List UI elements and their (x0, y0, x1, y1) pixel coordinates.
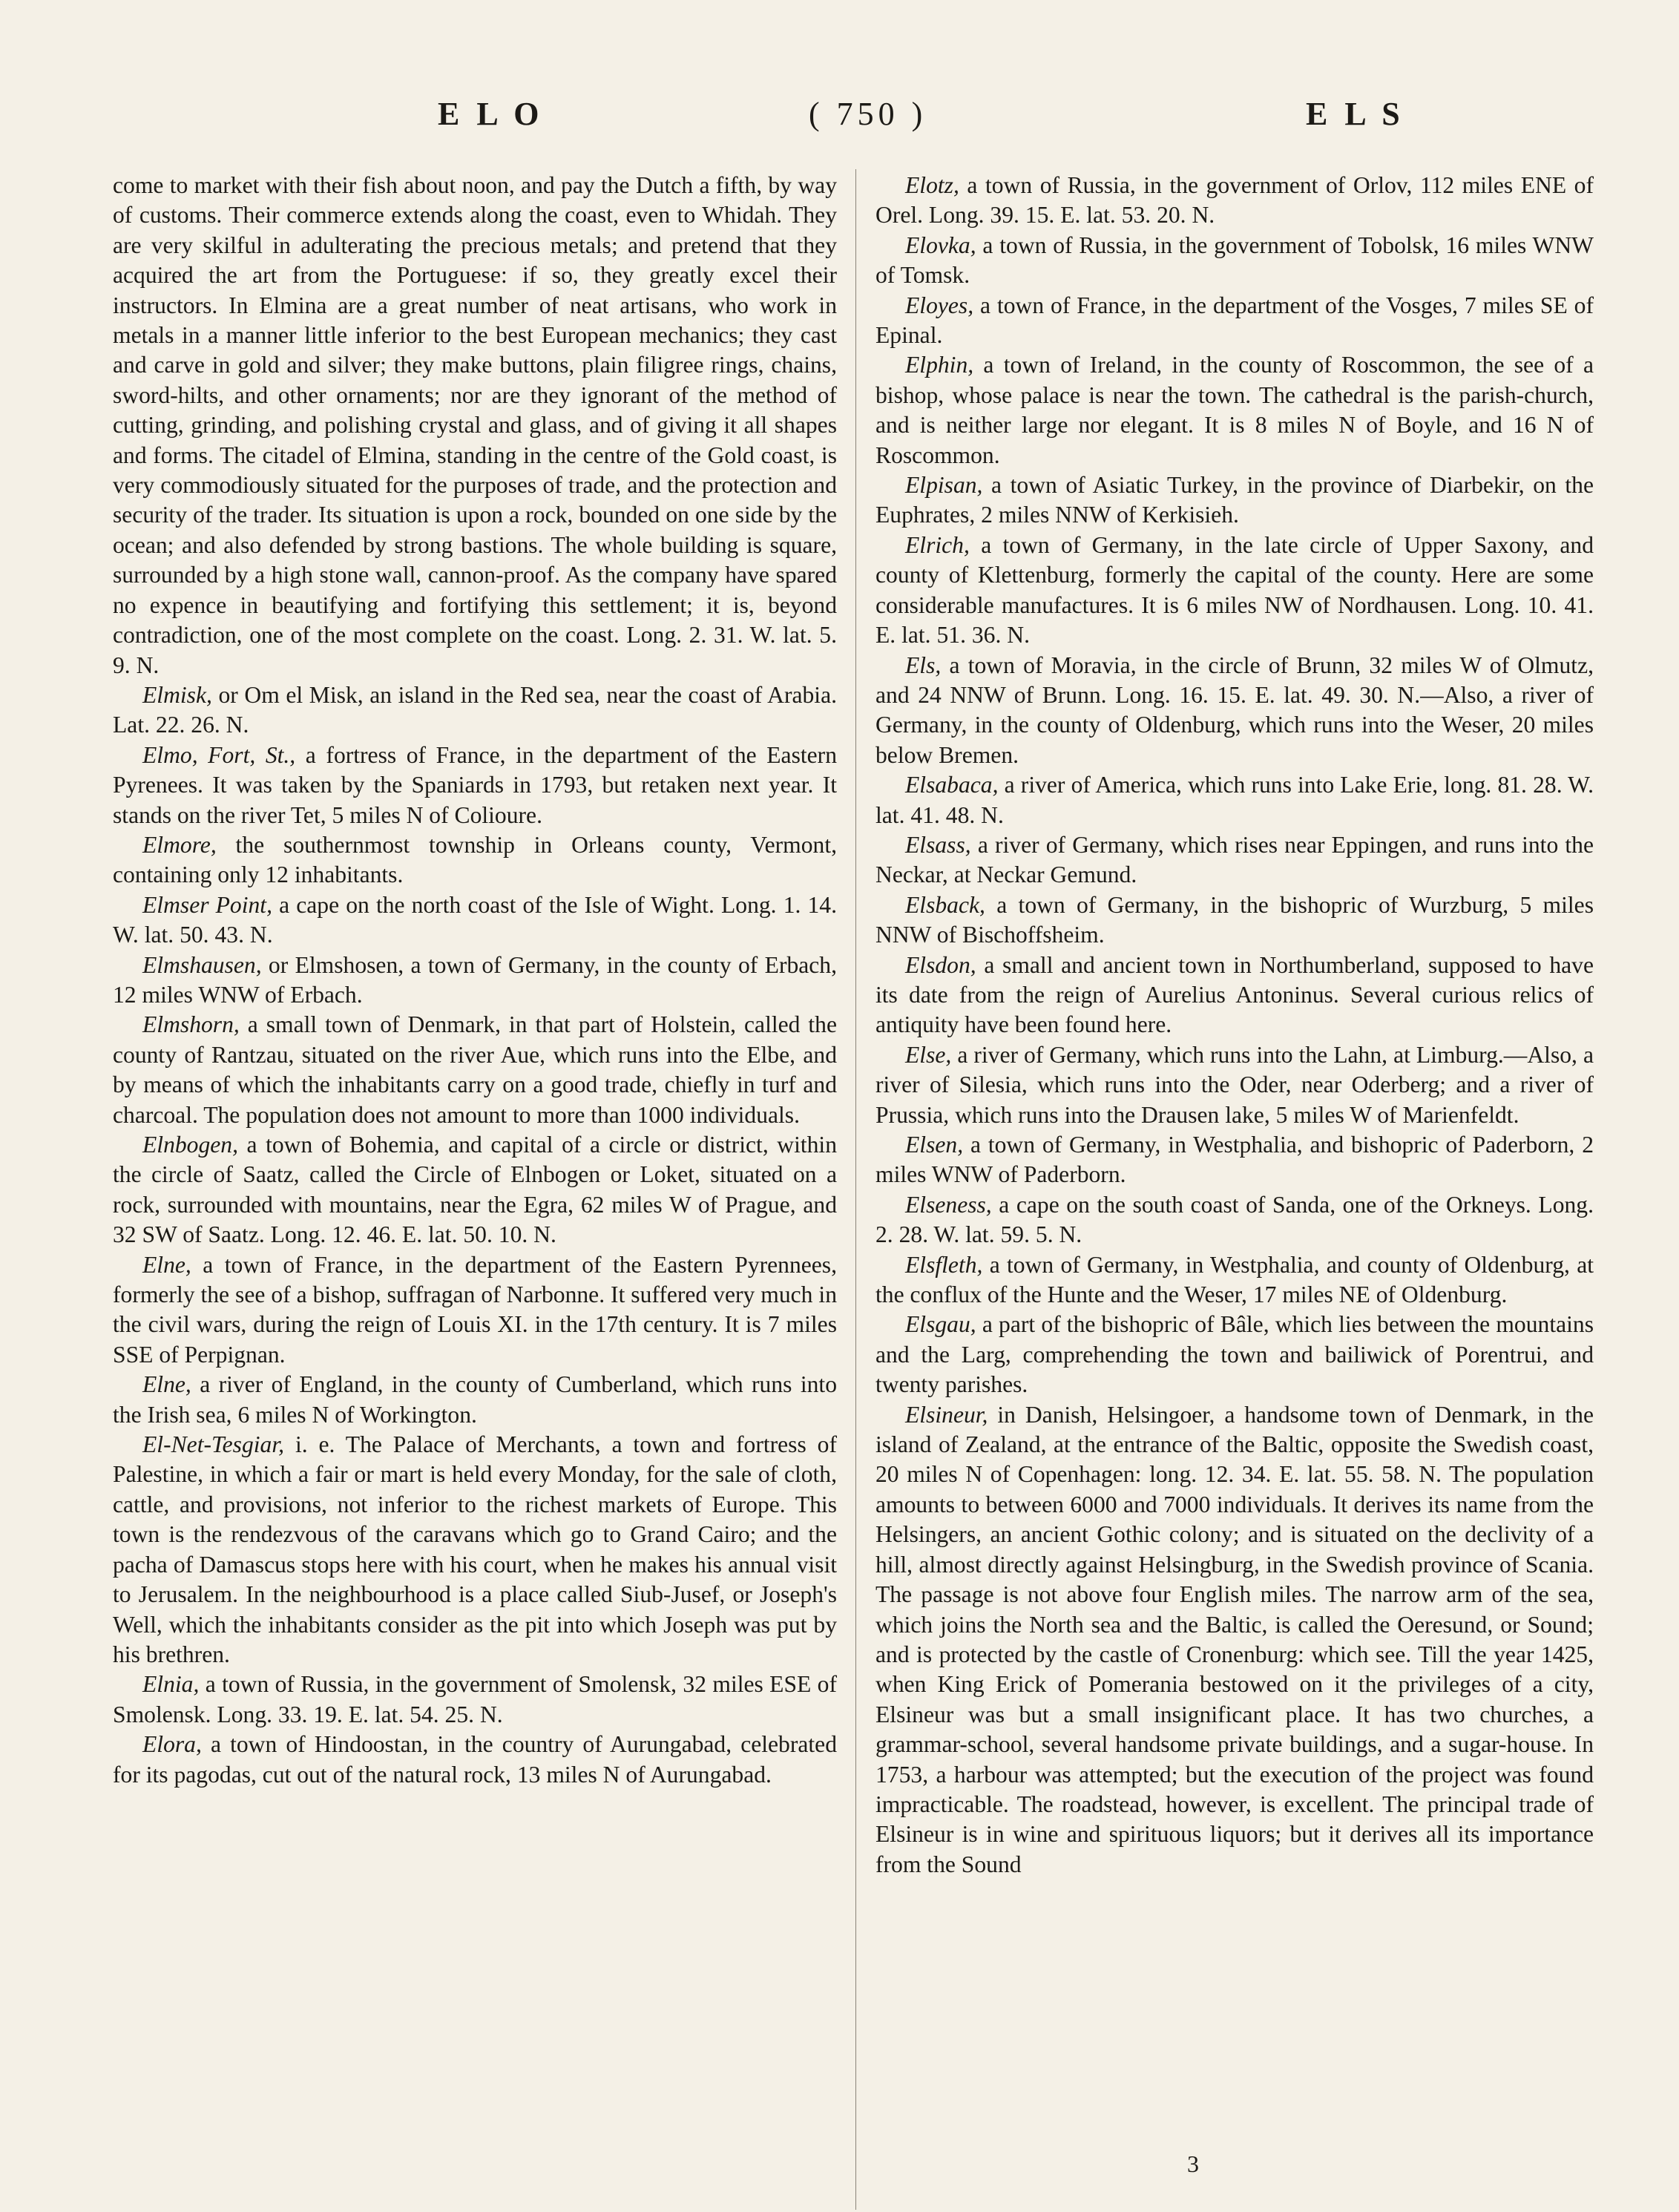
entry-text: a river of Germany, which rises near Eppingen, and runs into the Neckar, at Neckar Gemund. (875, 831, 1594, 888)
entry-text: a town of Germany, in Westphalia, and bishopric of Paderborn, 2 miles WNW of Paderborn. (875, 1132, 1594, 1188)
entry-text: a town of Ireland, in the county of Roscommon, the see of a bishop, whose palace is near the town. The cathedral is the parish-church, and is neither large nor elegant. It is 8 miles N of Boyle, and 16 N of Roscommon. (875, 352, 1594, 468)
gazetteer-entry (875, 951, 1594, 1040)
gazetteer-entry (875, 1250, 1594, 1310)
entry-headword: Elsfleth, (905, 1251, 983, 1278)
gazetteer-entry (875, 890, 1594, 951)
entry-headword: Elora, (142, 1731, 202, 1758)
entry-text: a town of France, in the department of the Eastern Pyrennees, formerly the see of a bishop, suffragan of Narbonne. It suffered very much in the civil wars, during the reign of Louis XI. in the 17th century. It is 7 miles SSE of Perpignan. (113, 1251, 837, 1368)
gazetteer-entry (875, 1190, 1594, 1250)
entry-text: a cape on the south coast of Sanda, one of the Orkneys. Long. 2. 28. W. lat. 59. 5. N. (875, 1191, 1594, 1248)
entry-headword: Elsen, (905, 1132, 964, 1158)
gazetteer-entry (875, 1310, 1594, 1399)
column-divider (855, 169, 856, 2210)
entry-text: a part of the bishopric of Bâle, which lies between the mountains and the Larg, comprehending the town and bailiwick of Porentrui, and twenty parishes. (875, 1311, 1594, 1398)
entry-text: a town of Moravia, in the circle of Brunn, 32 miles W of Olmutz, and 24 NNW of Brunn. Long. 16. 15. E. lat. 49. 30. N.—Also, a river of Germany, in the county of Oldenburg, which runs into the Weser, 20 miles below Bremen. (875, 652, 1594, 768)
entry-headword: Elsgau, (905, 1311, 976, 1338)
entry-text: a town of Russia, in the government of Smolensk, 32 miles ESE of Smolensk. Long. 33. 19. E. lat. 54. 25. N. (113, 1671, 837, 1727)
entry-headword: Elsback, (905, 891, 985, 918)
entry-text: in Danish, Helsingoer, a handsome town of Denmark, in the island of Zealand, at the entrance of the Baltic, opposite the Swedish coast, 20 miles N of Copenhagen: long. 12. 34. E. lat. 55. 58. N. The population amounts to between 6000 and 7000 individuals. It derives its name from the Helsingers, an ancient Gothic colony; and is situated on the declivity of a hill, almost directly against Helsingburg, in the Swedish province of Scania. The passage is not above four English miles. The narrow arm of the sea, which joins the North sea and the Baltic, is called the Oeresund, or Sound; and is protected by the castle of Cronenburg: which see. Till the year 1425, when King Erick of Pomerania bestowed on it the privileges of a city, Elsineur was but a small insignificant place. It has two churches, a grammar-school, several handsome private buildings, and a sugar-house. In 1753, a harbour was attempted; but the execution of the project was found impracticable. The roadstead, however, is excellent. The principal trade of Elsineur is in wine and spirituous liquors; but it derives all its importance from the Sound (875, 1401, 1594, 1877)
gazetteer-entry (875, 1400, 1594, 1880)
gazetteer-entry (113, 1130, 837, 1250)
gazetteer-entry (875, 651, 1594, 771)
entry-headword: Else, (905, 1041, 952, 1068)
entry-text: a small and ancient town in Northumberland, supposed to have its date from the reign of Aurelius Antoninus. Several curious relics of antiquity have been found here. (875, 951, 1594, 1038)
entry-headword: Elseness, (905, 1191, 992, 1218)
entry-headword: Elne, (142, 1251, 191, 1278)
entry-text: a town of Russia, in the government of Tobolsk, 16 miles WNW of Tomsk. (875, 232, 1594, 289)
gazetteer-entry (113, 1370, 837, 1430)
entry-text: a river of Germany, which runs into the Lahn, at Limburg.—Also, a river of Silesia, which runs into the Oder, near Oderberg; and a river of Prussia, which runs into the Drausen lake, 5 miles W of Marienfeldt. (875, 1041, 1594, 1128)
entry-text: or Om el Misk, an island in the Red sea, near the coast of Arabia. Lat. 22. 26. N. (113, 681, 837, 738)
gazetteer-entry (875, 171, 1594, 231)
gazetteer-entry (875, 231, 1594, 291)
entry-headword: Elotz, (905, 172, 959, 198)
entry-text: a town of France, in the department of the Vosges, 7 miles SE of Epinal. (875, 292, 1594, 349)
entry-text: i. e. The Palace of Merchants, a town and fortress of Palestine, in which a fair or mart is held every Monday, for the sale of cloth, cattle, and provisions, not inferior to the richest markets of Europe. This town is the rendezvous of the caravans which go to Grand Cairo; and the pacha of Damascus stops here with his court, when he makes his annual visit to Jerusalem. In the neighbourhood is a place called Siub-Jusef, or Joseph's Well, which the inhabitants consider as the pit into which Joseph was put by his brethren. (113, 1431, 837, 1667)
entry-headword: Elpisan, (905, 472, 983, 499)
entry-text: a town of Russia, in the government of Orlov, 112 miles ENE of Orel. Long. 39. 15. E. lat. 53. 20. N. (875, 172, 1594, 229)
entry-text: come to market with their fish about noon, and pay the Dutch a fifth, by way of customs. Their commerce extends along the coast, even to Whidah. They are very skilful in adulterating the precious metals; and pretend that they acquired the art from the Portuguese: if so, they greatly excel their instructors. In Elmina are a great number of neat artisans, who work in metals in a manner little inferior to the best European mechanics; they cast and carve in gold and silver; they make buttons, plain filigree rings, chains, sword-hilts, and other ornaments; nor are they ignorant of the method of cutting, grinding, and polishing crystal and glass, and of giving it all shapes and forms. The citadel of Elmina, standing in the centre of the Gold coast, is very commodiously situated for the purposes of trade, and the protection and security of the trader. Its situation is upon a rock, bounded on one side by the ocean; and also defended by strong bastions. The whole building is square, surrounded by a high stone wall, cannon-proof. As the company have spared no expence in beautifying and fortifying this settlement; it is, beyond contradiction, one of the most complete on the coast. Long. 2. 31. W. lat. 5. 9. N. (113, 172, 837, 678)
left-column (113, 171, 837, 1790)
entry-text: a town of Germany, in Westphalia, and county of Oldenburg, at the conflux of the Hunte and the Weser, 17 miles NE of Oldenburg. (875, 1251, 1594, 1308)
gazetteer-entry (875, 470, 1594, 531)
running-head-left: E L O (438, 96, 544, 132)
gazetteer-entry (113, 1430, 837, 1670)
entry-text: a fortress of France, in the department of the Eastern Pyrenees. It was taken by the Spaniards in 1793, but retaken next year. It stands on the river Tet, 5 miles N of Colioure. (113, 741, 837, 828)
entry-headword: Elsass, (905, 831, 971, 858)
running-head (119, 95, 1595, 140)
entry-headword: Elovka, (905, 232, 976, 258)
entry-headword: Elmo, Fort, St., (142, 741, 296, 768)
running-head-right: E L S (1306, 96, 1404, 132)
entry-headword: Elmser Point, (142, 891, 272, 918)
right-column (875, 171, 1594, 1880)
entry-headword: Elnbogen, (142, 1132, 238, 1158)
entry-text: or Elmshosen, a town of Germany, in the county of Erbach, 12 miles WNW of Erbach. (113, 951, 837, 1008)
gazetteer-entry (113, 1670, 837, 1730)
gazetteer-entry (113, 830, 837, 890)
gazetteer-entry (875, 1130, 1594, 1190)
entry-headword: Elnia, (142, 1671, 200, 1698)
gazetteer-entry (113, 1010, 837, 1130)
entry-headword: Elsineur, (905, 1401, 988, 1428)
entry-headword: Elmisk, (142, 681, 212, 708)
gazetteer-entry (113, 1250, 837, 1371)
entry-text: a town of Germany, in the bishopric of Wurzburg, 5 miles NNW of Bischoffsheim. (875, 891, 1594, 948)
gazetteer-entry (875, 830, 1594, 890)
entry-headword: Elmshorn, (142, 1011, 240, 1038)
entry-headword: Elsdon, (905, 951, 976, 978)
gazetteer-entry (113, 1730, 837, 1790)
entry-headword: Elphin, (905, 352, 974, 378)
entry-text: a river of England, in the county of Cumberland, which runs into the Irish sea, 6 miles N of Workington. (113, 1371, 837, 1428)
gazetteer-entry (875, 1040, 1594, 1130)
entry-headword: El-Net-Tesgiar, (142, 1431, 285, 1458)
entry-headword: Elmore, (142, 831, 217, 858)
gazetteer-entry (875, 350, 1594, 470)
entry-headword: Elne, (142, 1371, 191, 1398)
gazetteer-entry (113, 951, 837, 1011)
signature-mark: 3 (1187, 2150, 1199, 2177)
entry-text: a river of America, which runs into Lake Erie, long. 81. 28. W. lat. 41. 48. N. (875, 772, 1594, 828)
entry-text: a town of Bohemia, and capital of a circle or district, within the circle of Saatz, called the Circle of Elnbogen or Loket, situated on a rock, surrounded with mountains, near the Egra, 62 miles W of Prague, and 32 SW of Saatz. Long. 12. 46. E. lat. 50. 10. N. (113, 1132, 837, 1248)
entry-text: a town of Hindoostan, in the country of Aurungabad, celebrated for its pagodas, cut out of the natural rock, 13 miles N of Aurungabad. (113, 1731, 837, 1788)
gazetteer-entry (875, 531, 1594, 651)
entry-text: a town of Asiatic Turkey, in the province of Diarbekir, on the Euphrates, 2 miles NNW of Kerkisieh. (875, 472, 1594, 528)
entry-text: the southernmost township in Orleans county, Vermont, containing only 12 inhabitants. (113, 831, 837, 888)
gazetteer-entry (113, 741, 837, 830)
entry-headword: Els, (905, 652, 942, 678)
entry-headword: Elsabaca, (905, 772, 999, 798)
gazetteer-entry (113, 680, 837, 741)
gazetteer-entry (113, 171, 837, 680)
entry-text: a town of Germany, in the late circle of Upper Saxony, and county of Klettenburg, formerly the capital of the county. Here are some considerable manufactures. It is 6 miles NW of Nordhausen. Long. 10. 41. E. lat. 51. 36. N. (875, 531, 1594, 649)
gazetteer-entry (875, 291, 1594, 351)
entry-headword: Elrich, (905, 531, 970, 558)
gazetteer-entry (875, 770, 1594, 830)
entry-text: a small town of Denmark, in that part of Holstein, called the county of Rantzau, situated on the river Aue, which runs into the Elbe, and by means of which the inhabitants carry on a good trade, chiefly in turf and charcoal. The population does not amount to more than 1000 individuals. (113, 1011, 837, 1128)
entry-headword: Elmshausen, (142, 951, 262, 978)
entry-headword: Eloyes, (905, 292, 974, 318)
gazetteer-entry (113, 890, 837, 951)
entry-text: a cape on the north coast of the Isle of Wight. Long. 1. 14. W. lat. 50. 43. N. (113, 891, 837, 948)
page-number: ( 750 ) (809, 96, 927, 132)
